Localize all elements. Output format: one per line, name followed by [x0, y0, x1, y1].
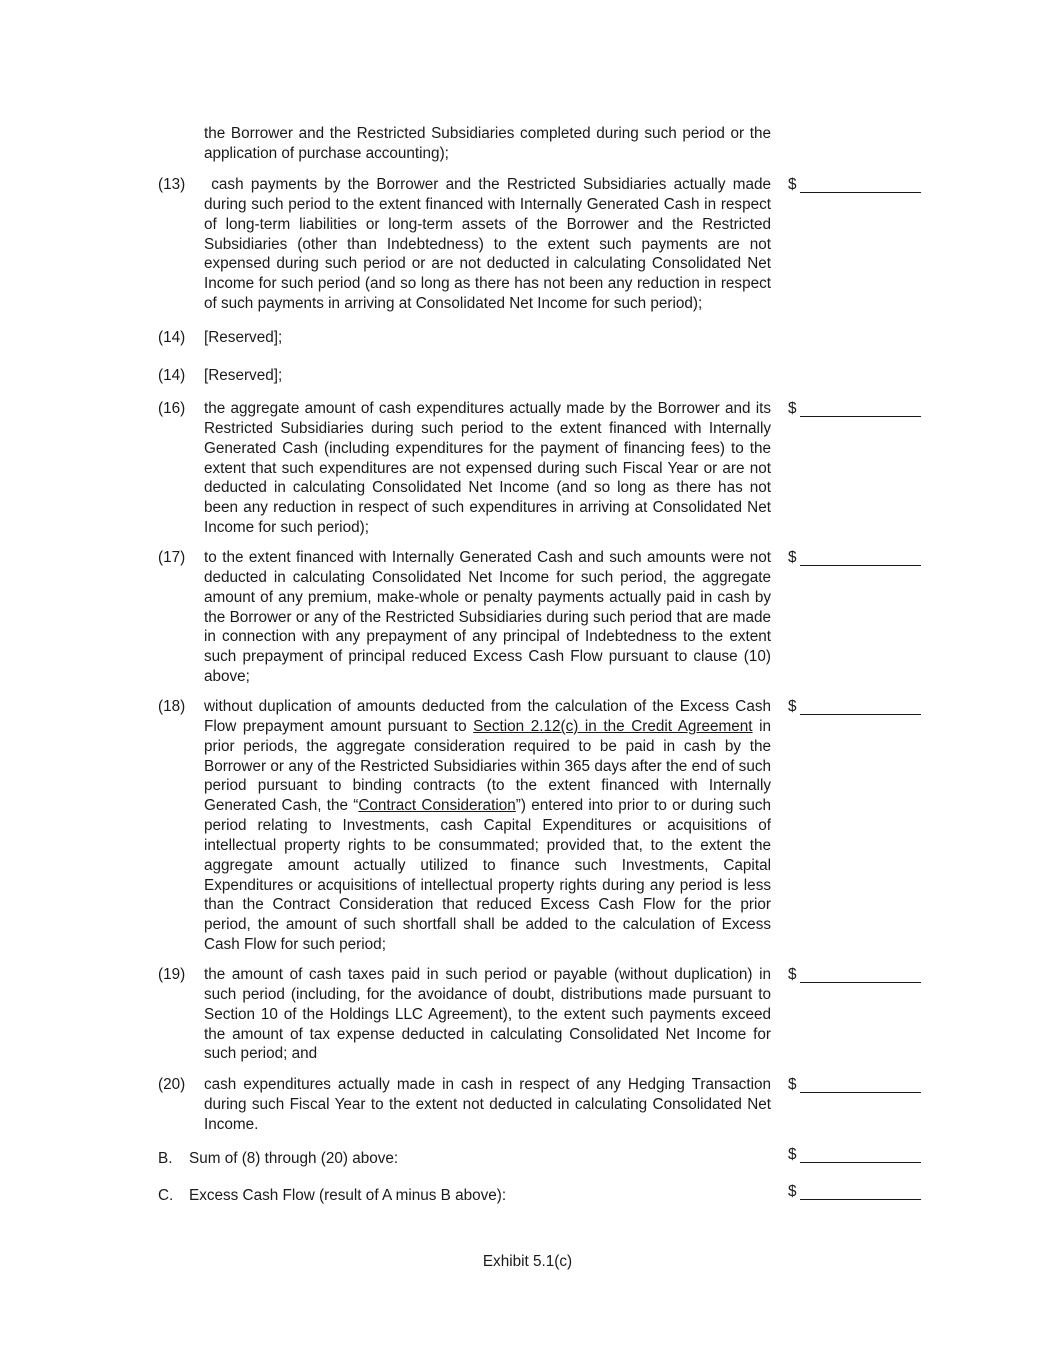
blank-line: [800, 1199, 921, 1200]
summary-b-letter: B.: [158, 1150, 173, 1167]
amount-blank-19: [788, 965, 921, 985]
exhibit-footer-label: Exhibit 5.1(c): [482, 1253, 573, 1270]
dollar-sign: $: [788, 1183, 797, 1200]
summary-b-label: Sum of (8) through (20) above:: [189, 1150, 399, 1167]
amount-blank-18: [788, 697, 921, 717]
item-text-19: the amount of cash taxes paid in such period or payable (without duplication) in such period (including, for the avoidance of doubt, distributions made pursuant to Section 10 of the Holdings LLC Agreement), to the extent such payments exceed the amount of tax expense deducted in calculating Consolidated Net Income for such period; and: [204, 966, 771, 1063]
item-number-14b: (14): [158, 367, 186, 384]
summary-b-row: [158, 1149, 398, 1169]
item-text-17: to the extent financed with Internally Generated Cash and such amounts were not deducted in calculating Consolidated Net Income for such period, the aggregate amount of any premium, make-whole or penalty payments actually paid in cash by the Borrower or any of the Restricted Subsidiaries during such period that are made in connection with any prepayment of any principal of Indebtedness to the extent such prepayment of principal reduced Excess Cash Flow pursuant to clause (10) above;: [204, 549, 771, 686]
item-text-18: [204, 697, 771, 955]
blank-line: [800, 1162, 921, 1163]
amount-blank-20: [788, 1075, 921, 1095]
amount-blank-16: [788, 399, 921, 419]
item-number-13: (13): [158, 176, 186, 193]
blank-line: [800, 982, 921, 983]
item-text-14b: [Reserved];: [204, 367, 283, 384]
item-text-13: cash payments by the Borrower and the Restricted Subsidiaries actually made during such period to the extent financed with Internally Generated Cash in respect of long-term liabilities or long-term assets of the Borrower and the Restricted Subsidiaries (other than Indebtedness) to the extent such payments are not expensed during such period or are not deducted in calculating Consolidated Net Income for such period (and so long as there has not been any reduction in respect of such payments in arriving at Consolidated Net Income for such period);: [204, 176, 776, 313]
dollar-sign: $: [788, 549, 797, 566]
summary-c-letter: C.: [158, 1187, 174, 1204]
blank-line: [800, 416, 921, 417]
dollar-sign: $: [788, 698, 797, 715]
blank-line: [800, 192, 921, 193]
contract-consideration-term: Contract Consideration: [358, 797, 516, 815]
dollar-sign: $: [788, 966, 797, 983]
credit-agreement-section-reference: Section 2.12(c) in the Credit Agreement: [473, 717, 753, 735]
amount-blank-13: [788, 175, 921, 195]
continuation-paragraph: the Borrower and the Restricted Subsidiaries completed during such period or the application of purchase accounting);: [204, 125, 771, 162]
item-number-19: (19): [158, 966, 186, 983]
item-text-18-part-b: in prior periods, the aggregate consideration required to be paid in cash by the Borrower or any of the Restricted Subsidiaries within 365 days after the end of such period pursuant to binding contracts (to the extent financed with Internally Generated Cash, the “: [204, 717, 772, 815]
dollar-sign: $: [788, 176, 797, 193]
item-number-14a: (14): [158, 329, 186, 346]
dollar-sign: $: [788, 1146, 797, 1163]
blank-line: [800, 1092, 921, 1093]
item-number-16: (16): [158, 400, 186, 417]
amount-blank-17: [788, 548, 921, 568]
dollar-sign: $: [788, 1076, 797, 1093]
item-number-20: (20): [158, 1076, 186, 1093]
item-text-18-part-c: ”) entered into prior to or during such period relating to Investments, cash Capital Expenditures or acquisitions of intellectual property rights to be consummated; provided that, to the extent the aggregate amount actually utilized to finance such Investments, Capital Expenditures or acquisitions of intellectual property rights during any period is less than the Contract Consideration that reduced Excess Cash Flow for the prior period, the amount of such shortfall shall be added to the calculation of Excess Cash Flow for such period;: [204, 797, 772, 954]
dollar-sign: $: [788, 400, 797, 417]
amount-blank-sum-c: [788, 1182, 921, 1202]
item-text-16: the aggregate amount of cash expenditures actually made by the Borrower and its Restricted Subsidiaries during such period to the extent financed with Internally Generated Cash (including expenditures for the payment of financing fees) to the extent that such expenditures are not expensed during such Fiscal Year or are not deducted in calculating Consolidated Net Income (and so long as there has not been any reduction in respect of such expenditures in arriving at Consolidated Net Income for such period);: [204, 400, 771, 537]
amount-blank-sum-b: [788, 1145, 921, 1165]
item-text-18-part-a: without duplication of amounts deducted from the calculation of the Excess Cash Flow prepayment amount pursuant to: [204, 698, 771, 735]
summary-c-label: Excess Cash Flow (result of A minus B above):: [189, 1187, 507, 1204]
summary-c-row: [158, 1186, 506, 1206]
item-number-18: (18): [158, 698, 186, 715]
blank-line: [800, 565, 921, 566]
item-text-20: cash expenditures actually made in cash in respect of any Hedging Transaction during such Fiscal Year to the extent not deducted in calculating Consolidated Net Income.: [204, 1076, 771, 1133]
item-number-17: (17): [158, 549, 186, 566]
blank-line: [800, 714, 921, 715]
item-text-14a: [Reserved];: [204, 329, 283, 346]
